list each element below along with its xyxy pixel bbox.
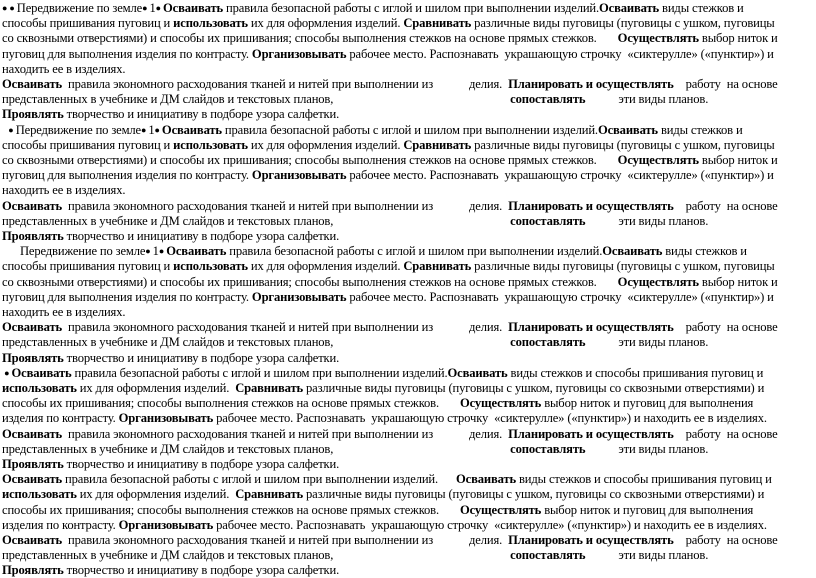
text-run: способы их пришивания; способы выполнения стежков на основе прямых стежков.: [2, 502, 460, 517]
text-line: [2, 304, 125, 320]
bold-term: Осуществлять: [617, 153, 699, 167]
text-run: представленных в учебнике и ДМ слайдов и текстовых планов,: [2, 213, 511, 228]
bold-term: использовать: [173, 137, 248, 152]
bold-term: Организовывать: [118, 411, 214, 426]
bold-term: Осваивать: [456, 472, 517, 487]
text-run: находить ее в изделиях.: [2, 183, 126, 198]
bold-term: Осваивать: [597, 122, 658, 137]
text-run: выбор ниток и: [698, 153, 778, 167]
text-run: изделия по контрасту.: [2, 411, 119, 426]
bold-term: использовать: [173, 259, 248, 274]
text-run: 1: [148, 122, 155, 137]
bold-term: использовать: [2, 381, 77, 395]
text-run: виды стежков и способы пришивания пуговиц и: [516, 472, 772, 487]
bold-term: Сравнивать: [403, 137, 472, 152]
bold-term: Планировать и осуществлять: [508, 320, 674, 335]
text-run: различные виды пуговицы (пуговицы с ушком, пуговицы: [471, 137, 775, 152]
text-run: правила экономного расходования тканей и нитей при выполнении из делия.: [62, 533, 509, 547]
text-run: работу на основе: [673, 77, 778, 91]
text-run: способы пришивания пуговиц и: [2, 259, 174, 274]
text-run: их для оформления изделий.: [76, 487, 236, 502]
bold-term: Проявлять: [2, 563, 64, 578]
text-line: [2, 213, 708, 229]
bold-term: сопоставлять: [510, 441, 586, 456]
text-run: различные виды пуговицы (пуговицы с ушком, пуговицы: [471, 259, 775, 274]
text-run: эти виды планов.: [585, 441, 709, 456]
text-run: пуговиц для выполнения изделия по контрасту.: [2, 168, 252, 183]
text-run: различные виды пуговицы (пуговицы с ушком, пуговицы со сквозными отверстиями) и: [303, 487, 765, 502]
text-run: творчество и инициативу в подборе узора салфетки.: [63, 107, 340, 122]
text-run: различные виды пуговицы (пуговицы с ушком, пуговицы со сквозными отверстиями) и: [303, 381, 765, 395]
text-run: работу на основе: [673, 426, 778, 441]
text-line: [2, 30, 778, 46]
text-run: способы их пришивания; способы выполнения стежков на основе прямых стежков.: [2, 396, 460, 411]
text-run: со сквозными отверстиями) и способы их пришивания; способы выполнения стежков на основе прямых стежков.: [2, 153, 618, 167]
text-line: [2, 106, 339, 122]
bold-term: Проявлять: [2, 350, 64, 365]
bold-term: Планировать и осуществлять: [508, 426, 674, 441]
bold-term: Сравнивать: [235, 381, 304, 395]
bold-term: Сравнивать: [403, 259, 472, 274]
text-line: [2, 152, 778, 168]
bold-term: Осваивать: [161, 122, 222, 137]
text-run: Передвижение по земле: [2, 244, 146, 259]
text-run: способы пришивания пуговиц и: [2, 16, 174, 31]
text-line: [2, 441, 708, 457]
bold-term: Осваивать: [599, 1, 660, 15]
text-run: пуговиц для выполнения изделия по контрасту.: [2, 46, 252, 61]
text-line: [2, 410, 767, 426]
bold-term: Осваивать: [163, 1, 224, 15]
text-line: [2, 258, 775, 274]
bullet-icon: ●: [158, 246, 167, 257]
text-run: выбор ниток и: [698, 274, 778, 289]
text-run: правила экономного расходования тканей и нитей при выполнении из делия.: [62, 320, 509, 335]
text-run: находить ее в изделиях.: [2, 61, 126, 76]
bold-term: Осваивать: [447, 365, 508, 380]
text-run: находить ее в изделиях.: [2, 305, 126, 319]
bold-term: Проявлять: [2, 107, 64, 122]
bold-term: сопоставлять: [510, 92, 586, 107]
text-run: выбор ниток и пуговиц для выполнения: [541, 396, 754, 411]
text-run: представленных в учебнике и ДМ слайдов и текстовых планов,: [2, 548, 511, 563]
text-run: их для оформления изделий.: [247, 16, 404, 31]
text-line: [2, 456, 339, 472]
bullet-icon: ●: [140, 124, 149, 135]
bullet-icon: ●: [142, 3, 150, 13]
bold-term: Осуществлять: [459, 396, 542, 411]
text-run: 1: [149, 1, 156, 15]
bold-term: Осуществлять: [617, 31, 699, 46]
bold-term: Планировать и осуществлять: [508, 198, 674, 213]
text-line: [2, 198, 778, 214]
bold-term: Осуществлять: [617, 274, 699, 289]
text-run: рабочее место. Распознавать украшающую строчку «сиктерулле» («пунктир») и: [346, 289, 774, 304]
text-run: со сквозными отверстиями) и способы их пришивания; способы выполнения стежков на основе прямых стежков.: [2, 31, 618, 46]
bold-term: Проявлять: [2, 457, 64, 471]
bullet-icon: ●: [2, 367, 12, 378]
text-run: творчество и инициативу в подборе узора салфетки.: [63, 563, 340, 578]
text-run: творчество и инициативу в подборе узора салфетки.: [63, 457, 340, 471]
text-run: изделия по контрасту.: [2, 517, 119, 532]
text-run: представленных в учебнике и ДМ слайдов и текстовых планов,: [2, 92, 511, 107]
text-run: правила экономного расходования тканей и нитей при выполнении из делия.: [62, 198, 509, 213]
text-line: [2, 274, 778, 290]
bold-term: Осваивать: [602, 244, 663, 259]
bold-term: Осваивать: [2, 198, 63, 213]
bullet-icon: ● ●: [2, 3, 17, 13]
text-line: [2, 562, 339, 578]
bold-term: Организовывать: [251, 46, 347, 61]
text-run: рабочее место. Распознавать украшающую строчку «сиктерулле» («пунктир») и: [346, 46, 774, 61]
bold-term: Планировать и осуществлять: [508, 533, 674, 547]
bold-term: Осваивать: [2, 533, 63, 547]
text-run: пуговиц для выполнения изделия по контрасту.: [2, 289, 252, 304]
text-line: [2, 547, 708, 563]
text-line: [2, 350, 339, 366]
text-line: [2, 167, 774, 183]
text-run: рабочее место. Распознавать украшающую строчку «сиктерулле» («пунктир») и находить ее в изделиях.: [213, 411, 767, 426]
text-line: [2, 426, 778, 442]
bold-term: использовать: [173, 16, 248, 31]
text-line: [2, 486, 764, 502]
text-run: виды стежков и: [659, 1, 744, 15]
bold-term: сопоставлять: [510, 213, 586, 228]
text-run: различные виды пуговицы (пуговицы с ушком, пуговицы: [471, 16, 775, 31]
text-run: их для оформления изделий.: [76, 381, 236, 395]
text-line: [2, 380, 764, 396]
text-line: [2, 15, 775, 31]
bold-term: Сравнивать: [235, 487, 304, 502]
bold-term: сопоставлять: [510, 548, 586, 563]
text-line: [2, 532, 778, 548]
bold-term: Осуществлять: [459, 502, 542, 517]
text-run: эти виды планов.: [585, 92, 709, 107]
text-line: [2, 517, 767, 533]
text-line: [2, 502, 753, 518]
text-line: [2, 91, 708, 107]
text-run: их для оформления изделий.: [247, 259, 404, 274]
text-run: работу на основе: [673, 198, 778, 213]
text-run: правила безопасной работы с иглой и шилом при выполнении изделий.: [62, 472, 456, 487]
text-run: эти виды планов.: [585, 213, 709, 228]
bold-term: Осваивать: [2, 426, 63, 441]
text-run: правила безопасной работы с иглой и шилом при выполнении изделий.: [221, 122, 598, 137]
text-line: [2, 228, 339, 244]
text-run: виды стежков и способы пришивания пуговиц и: [507, 365, 764, 380]
text-run: творчество и инициативу в подборе узора салфетки.: [63, 350, 340, 365]
bold-term: Осваивать: [166, 244, 227, 259]
text-run: виды стежков и: [662, 244, 747, 259]
bold-term: Сравнивать: [403, 16, 472, 31]
text-line: [2, 319, 778, 335]
text-run: способы пришивания пуговиц и: [2, 137, 174, 152]
bold-term: Осваивать: [2, 77, 63, 91]
bold-term: Осваивать: [2, 472, 63, 487]
text-line: [2, 334, 708, 350]
text-run: их для оформления изделий.: [247, 137, 404, 152]
text-run: со сквозными отверстиями) и способы их пришивания; способы выполнения стежков на основе прямых стежков.: [2, 274, 618, 289]
text-run: правила безопасной работы с иглой и шилом при выполнении изделий.: [71, 365, 448, 380]
text-line: [2, 46, 774, 62]
text-run: выбор ниток и: [698, 31, 778, 46]
text-run: 1: [152, 244, 159, 259]
bold-term: использовать: [2, 487, 77, 502]
bold-term: Проявлять: [2, 229, 64, 243]
text-run: правила экономного расходования тканей и нитей при выполнении из делия.: [62, 77, 509, 91]
text-run: эти виды планов.: [585, 335, 709, 350]
text-run: Передвижение по земле: [16, 1, 143, 15]
text-run: представленных в учебнике и ДМ слайдов и текстовых планов,: [2, 335, 511, 350]
text-line: [2, 182, 125, 198]
text-run: Передвижение по земле: [15, 122, 141, 137]
bullet-icon: ●: [154, 124, 162, 135]
text-line: [2, 76, 778, 92]
text-line: [2, 395, 753, 411]
bold-term: Организовывать: [251, 168, 347, 183]
text-line: [2, 471, 772, 487]
text-line: [2, 137, 775, 153]
text-run: творчество и инициативу в подборе узора салфетки.: [63, 229, 340, 243]
bold-term: сопоставлять: [510, 335, 586, 350]
bold-term: Осваивать: [2, 320, 63, 335]
text-run: выбор ниток и пуговиц для выполнения: [541, 502, 754, 517]
bullet-icon: ●: [155, 3, 164, 13]
text-line: [2, 289, 774, 305]
text-line: [2, 61, 125, 77]
bold-term: Организовывать: [118, 517, 214, 532]
text-run: правила безопасной работы с иглой и шилом при выполнении изделий.: [226, 244, 603, 259]
text-run: работу на основе: [673, 320, 778, 335]
bullet-icon: ●: [145, 246, 153, 257]
bold-term: Осваивать: [11, 365, 72, 380]
text-run: работу на основе: [673, 533, 778, 547]
text-run: эти виды планов.: [585, 548, 709, 563]
text-run: представленных в учебнике и ДМ слайдов и текстовых планов,: [2, 441, 511, 456]
text-run: рабочее место. Распознавать украшающую строчку «сиктерулле» («пунктир») и: [346, 168, 774, 183]
text-run: виды стежков и: [657, 122, 743, 137]
bold-term: Организовывать: [251, 289, 347, 304]
text-run: правила безопасной работы с иглой и шилом при выполнении изделий.: [223, 1, 600, 15]
text-run: рабочее место. Распознавать украшающую строчку «сиктерулле» («пунктир») и находить ее в изделиях.: [213, 517, 767, 532]
text-run: правила экономного расходования тканей и нитей при выполнении из делия.: [62, 426, 509, 441]
bullet-icon: ●: [2, 124, 16, 135]
bold-term: Планировать и осуществлять: [508, 77, 674, 91]
